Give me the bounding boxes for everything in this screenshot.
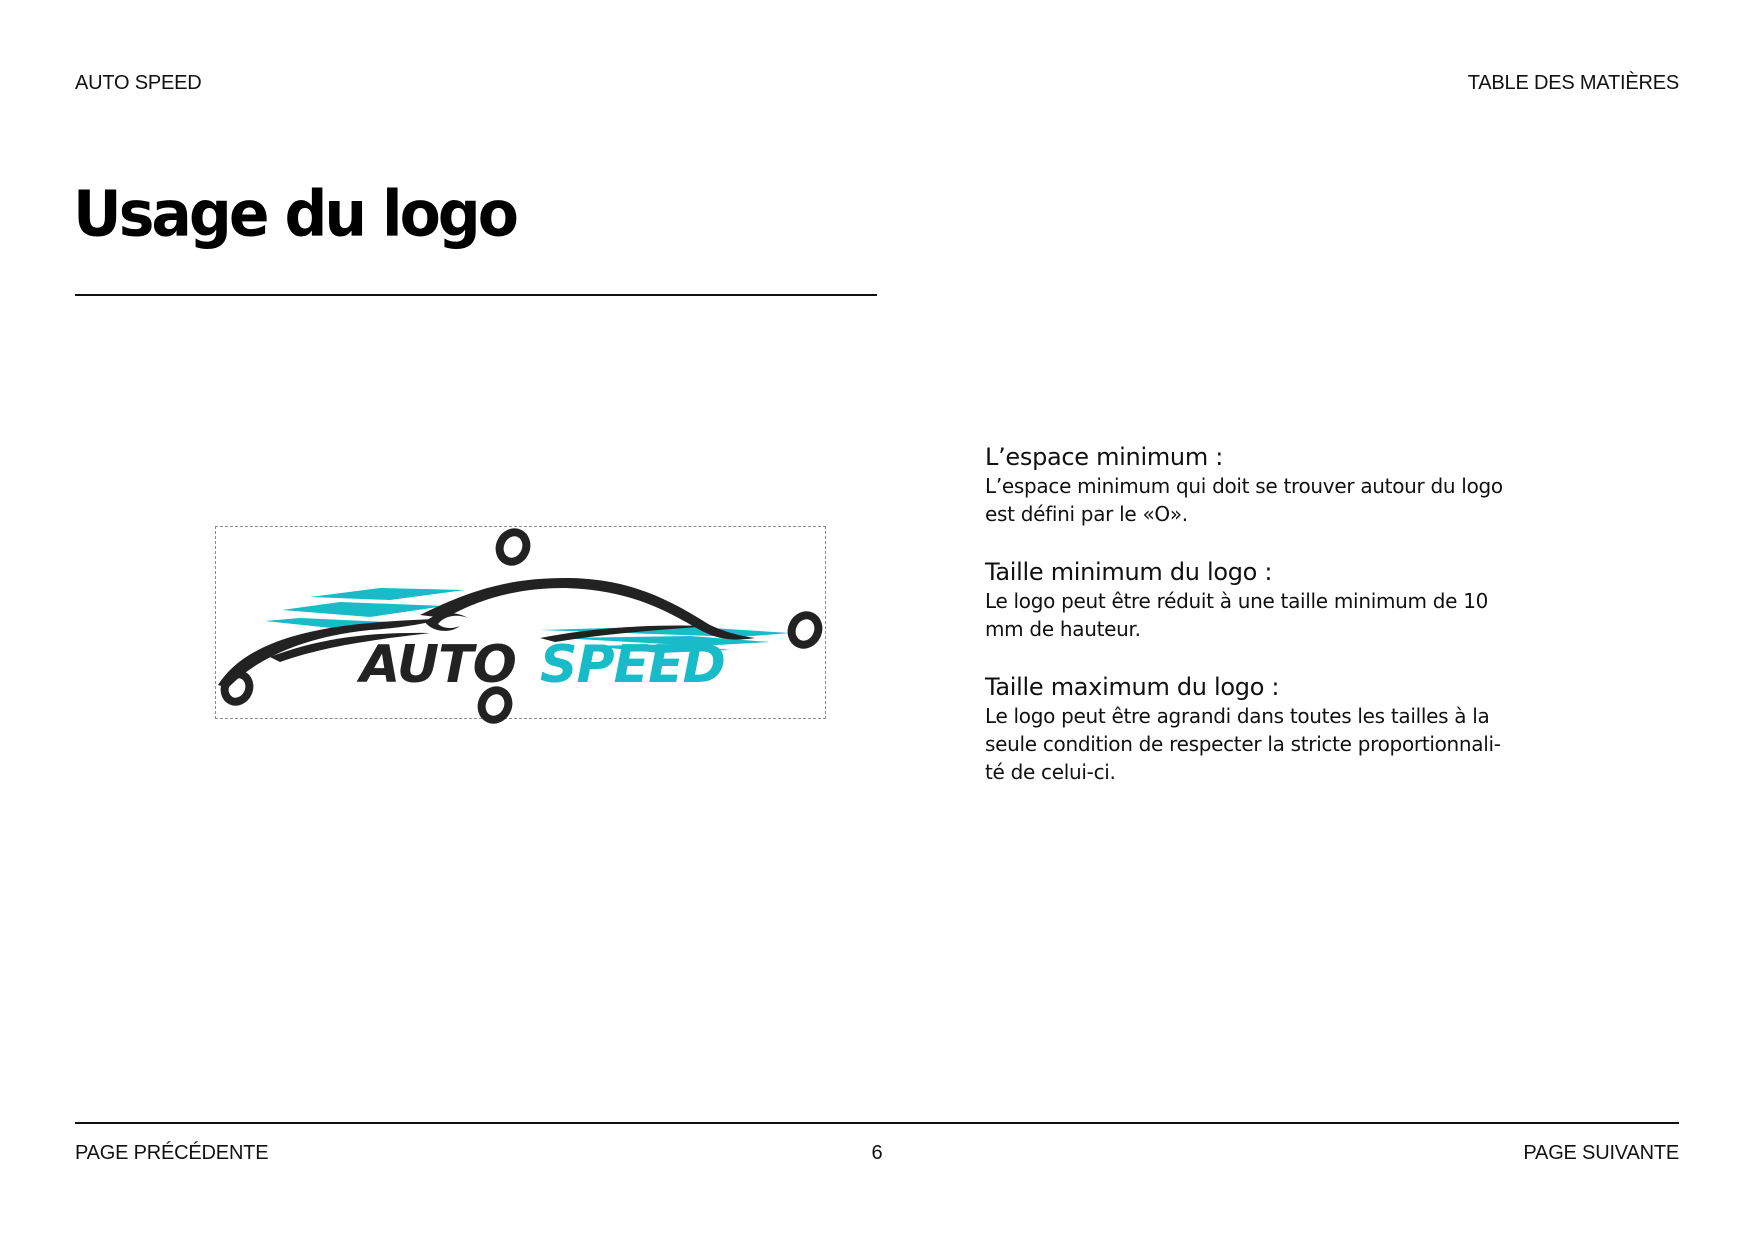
clearance-o-right	[787, 611, 823, 649]
section-body: Le logo peut être agrandi dans toutes les tailles à la seule condition de respecter la stricte proportionnali- té de celui-ci.	[985, 704, 1501, 784]
section-body: Le logo peut être réduit à une taille minimum de 10 mm de hauteur.	[985, 589, 1489, 641]
next-page-link[interactable]: PAGE SUIVANTE	[1523, 1142, 1679, 1164]
section-heading: Taille maximum du logo :	[985, 673, 1280, 701]
footer-divider	[75, 1122, 1679, 1124]
clearance-markers	[220, 528, 823, 724]
section-minimum-size	[985, 557, 1585, 643]
previous-page-link[interactable]: PAGE PRÉCÉDENTE	[75, 1142, 269, 1164]
table-of-contents-link[interactable]: TABLE DES MATIÈRES	[1467, 72, 1679, 94]
section-maximum-size	[985, 672, 1585, 786]
page-title: Usage du logo	[73, 178, 516, 252]
section-body: L’espace minimum qui doit se trouver autour du logo est défini par le «O».	[985, 474, 1503, 526]
section-heading: Taille minimum du logo :	[985, 558, 1273, 586]
section-heading: L’espace minimum :	[985, 443, 1224, 471]
title-divider	[75, 294, 877, 296]
auto-speed-logo	[210, 520, 840, 730]
logo-word-auto: AUTO	[360, 635, 516, 695]
logo-word-speed: SPEED	[540, 635, 725, 695]
section-minimum-space	[985, 442, 1585, 528]
page-number: 6	[871, 1142, 883, 1164]
clearance-o-top	[495, 528, 531, 566]
brand-link[interactable]: AUTO SPEED	[75, 72, 202, 94]
